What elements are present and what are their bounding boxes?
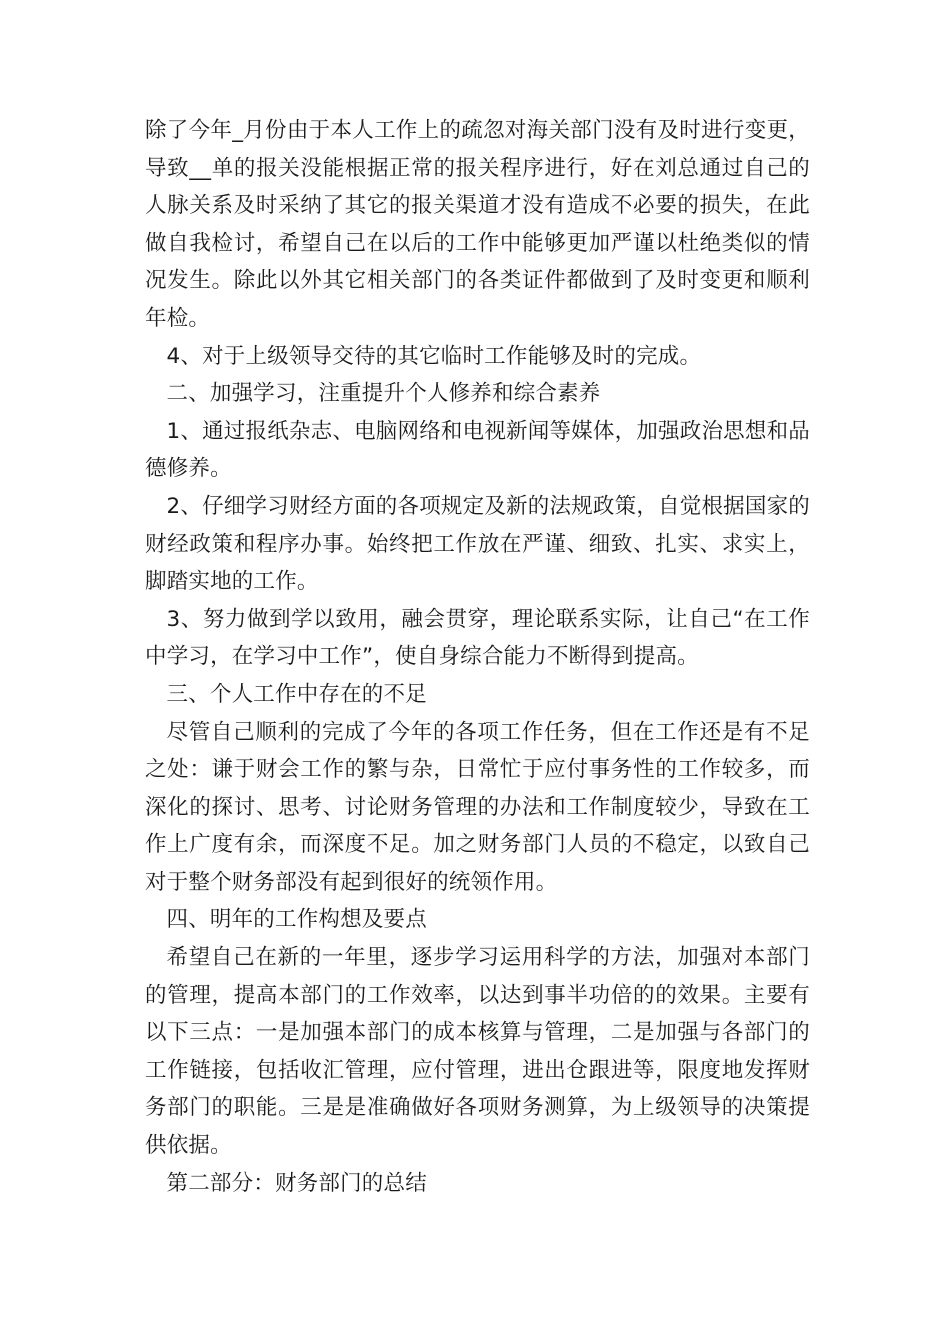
section-heading-study: 二、加强学习，注重提升个人修养和综合素养 [166,381,601,407]
section-heading-shortcomings: 三、个人工作中存在的不足 [166,681,427,707]
paragraph-temp-work: 4、对于上级领导交待的其它临时工作能够及时的完成。 [166,343,702,369]
section-heading-next-year: 四、明年的工作构想及要点 [166,907,427,933]
document-body [145,112,810,1202]
paragraph-shortcomings: 尽管自己顺利的完成了今年的各项工作任务，但在工作还是有不足之处：谦于财会工作的繁与杂，日常忙于应付事务性的工作较多，而深化的探讨、思考、讨论财务管理的办法和工作制度较少，导致在工作上广度有余，而深度不足。加之财务部门人员的不稳定，以致自己对于整个财务部没有起到很好的统领作用。 [145,719,810,895]
paragraph-next-year-plan: 希望自己在新的一年里，逐步学习运用科学的方法，加强对本部门的管理，提高本部门的工作效率，以达到事半功倍的的效果。主要有以下三点：一是加强本部门的成本核算与管理，二是加强与各部门的工作链接，包括收汇管理，应付管理，进出仓跟进等，限度地发挥财务部门的职能。三是是准确做好各项财务测算，为上级领导的决策提供依据。 [145,945,810,1159]
paragraph-study-apply: 3、努力做到学以致用，融会贯穿，理论联系实际，让自己“在工作中学习，在学习中工作”，使自身综合能力不断得到提高。 [145,606,810,670]
paragraph-study-finance-rules: 2、仔细学习财经方面的各项规定及新的法规政策，自觉根据国家的财经政策和程序办事。始终把工作放在严谨、细致、扎实、求实上，脚踏实地的工作。 [145,493,810,595]
paragraph-customs-change: 除了今年_月份由于本人工作上的疏忽对海关部门没有及时进行变更，导致__单的报关没能根据正常的报关程序进行，好在刘总通过自己的人脉关系及时采纳了其它的报关渠道才没有造成不必要的损失，在此做自我检讨，希望自己在以后的工作中能够更加严谨以杜绝类似的情况发生。除此以外其它相关部门的各类证件都做到了及时变更和顺利年检。 [145,118,810,331]
paragraph-study-media: 1、通过报纸杂志、电脑网络和电视新闻等媒体，加强政治思想和品德修养。 [145,418,810,482]
section-heading-part-two: 第二部分：财务部门的总结 [166,1170,427,1196]
